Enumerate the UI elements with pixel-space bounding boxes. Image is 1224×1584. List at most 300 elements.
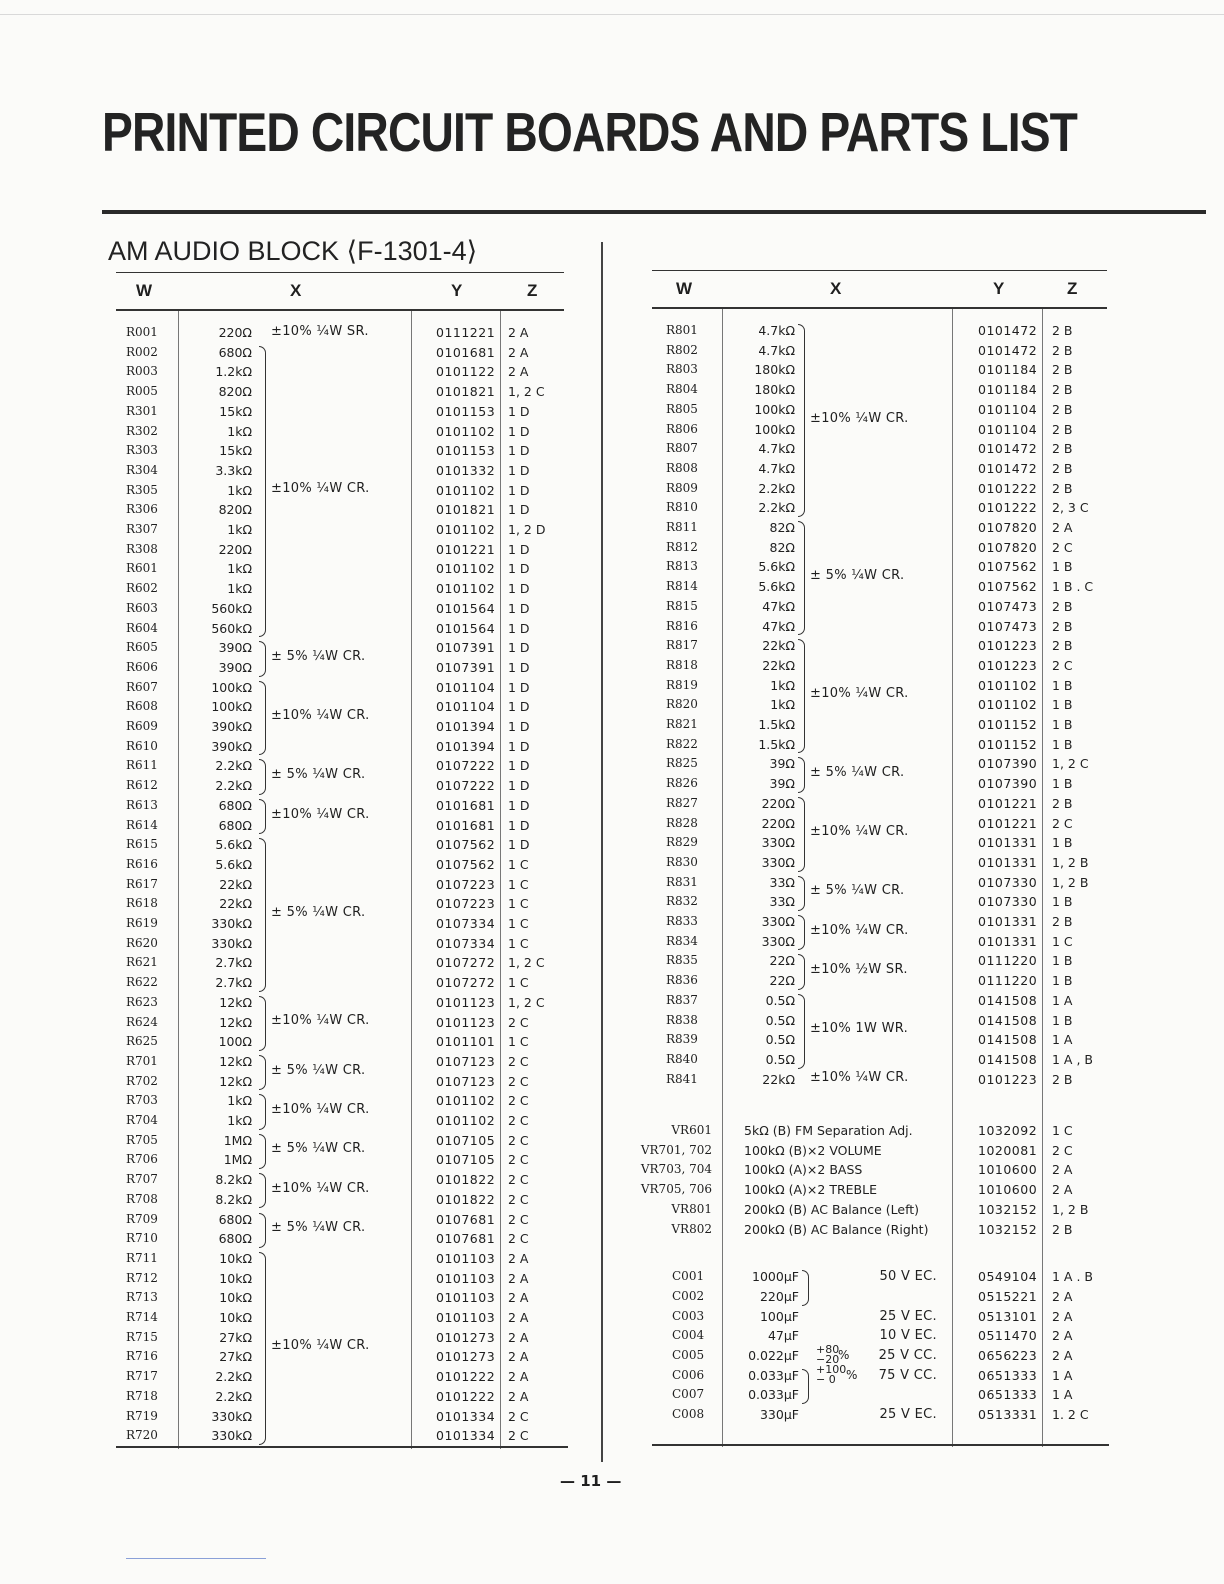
cell-z: 1 D: [508, 462, 530, 478]
cell-z: 1 C: [508, 1034, 529, 1050]
cell-y: 0107272: [436, 955, 496, 971]
cell-x: 220Ω: [218, 541, 252, 557]
cell-z: 1 D: [508, 699, 530, 715]
cell-z: 1 B: [1052, 559, 1073, 575]
cell-w: R825: [666, 756, 698, 771]
cell-w: R839: [666, 1032, 698, 1047]
cell-x: 22Ω: [769, 973, 795, 989]
cell-y: 0101472: [978, 460, 1038, 476]
cell-w: R615: [126, 837, 158, 852]
cell-x: 8.2kΩ: [215, 1191, 252, 1207]
cell-x: 39Ω: [769, 776, 795, 792]
cell-z: 1 D: [508, 403, 530, 419]
cell-x: 4.7kΩ: [758, 460, 795, 476]
cell-x: 10kΩ: [219, 1250, 252, 1266]
cell-y: 0141508: [978, 1012, 1038, 1028]
cell-z: 2 C: [508, 1073, 529, 1089]
cell-x: 100kΩ: [211, 679, 252, 695]
table-row: [116, 362, 564, 382]
column-divider: [601, 242, 603, 1462]
cell-w: R612: [126, 778, 158, 793]
table-row: [652, 715, 1107, 735]
table-row: [116, 678, 564, 698]
cell-z: 1 C: [508, 916, 529, 931]
cell-y: 0651333: [978, 1387, 1038, 1403]
group-brace: [259, 641, 266, 676]
tolerance-spec: ±10% ¼W CR.: [271, 1102, 370, 1117]
cell-y: 0101102: [436, 482, 496, 498]
cell-z: 2 A: [1052, 1308, 1073, 1324]
cell-x: 330kΩ: [211, 1408, 252, 1424]
cell-w: R607: [126, 679, 158, 694]
cell-x: 47kΩ: [762, 618, 795, 634]
cell-x: 1kΩ: [227, 561, 252, 577]
cell-w: R617: [126, 876, 158, 891]
cell-w: R837: [666, 992, 698, 1007]
cell-x: 1kΩ: [227, 482, 252, 498]
table-row: [652, 1267, 1107, 1287]
table-row: [116, 619, 564, 639]
cell-z: 2 A: [508, 1290, 529, 1306]
cell-y: 0101681: [436, 797, 496, 813]
cell-z: 2 C: [508, 1408, 529, 1424]
cell-x: 680Ω: [218, 797, 252, 813]
cell-w: R802: [666, 342, 698, 357]
cell-x: 39Ω: [769, 756, 795, 772]
cell-w: R709: [126, 1211, 158, 1226]
cell-z: 1 D: [508, 561, 530, 577]
group-brace: [259, 1252, 266, 1445]
header-x: X: [290, 281, 302, 300]
cell-z: 1 D: [508, 778, 530, 794]
cell-x: 8.2kΩ: [215, 1172, 252, 1188]
tolerance-spec: ±10% 1W WR.: [810, 1021, 909, 1037]
cell-w: R818: [666, 657, 698, 672]
tolerance-upper: +80: [816, 1343, 840, 1356]
cell-w: R001: [126, 325, 158, 339]
table-row: [116, 579, 564, 599]
cell-w: VR802: [671, 1221, 712, 1236]
cell-y: 0101334: [436, 1428, 496, 1444]
cell-y: 0101123: [436, 994, 496, 1010]
cell-w: R703: [126, 1093, 158, 1108]
cell-w: R821: [666, 717, 698, 731]
cell-z: 2 A: [508, 1250, 529, 1266]
cell-x: 820Ω: [218, 384, 252, 400]
cell-x: 330Ω: [761, 933, 795, 949]
cell-y: 0107562: [978, 579, 1038, 595]
cell-z: 1 C: [508, 856, 529, 872]
cell-w: R804: [666, 382, 698, 397]
cell-w: R829: [666, 835, 698, 850]
cell-x: 0.5Ω: [765, 992, 795, 1008]
cell-x: 10kΩ: [219, 1310, 252, 1325]
cell-w: R838: [666, 1012, 698, 1027]
group-brace: [259, 1094, 266, 1129]
cell-x: 2.2kΩ: [758, 480, 795, 496]
group-brace: [802, 1270, 809, 1305]
cell-w: C002: [672, 1288, 705, 1303]
cell-x: 1.5kΩ: [758, 736, 795, 752]
cell-y: 0101472: [978, 323, 1038, 338]
cell-w: R621: [126, 955, 158, 970]
cell-w: R302: [126, 423, 158, 438]
scan-edge-line: [126, 1558, 266, 1559]
cell-x: 22kΩ: [219, 876, 252, 892]
cell-x: 330kΩ: [211, 935, 252, 951]
cell-y: 0101222: [978, 500, 1038, 516]
cell-x: 100kΩ (A)×2 TREBLE: [744, 1182, 877, 1198]
cell-z: 2 B: [1052, 914, 1073, 929]
cell-z: 2 A: [1052, 1328, 1073, 1344]
tolerance-lower: − 0: [816, 1372, 836, 1386]
cell-w: R609: [126, 719, 158, 733]
table-row: [652, 636, 1107, 656]
cell-x: 33Ω: [769, 874, 795, 890]
cell-w: R304: [126, 462, 158, 477]
table-row: [116, 1269, 564, 1289]
cell-x: 0.033μF: [748, 1387, 799, 1403]
table-row: [652, 1405, 1107, 1425]
cell-x: 2.2kΩ: [215, 1388, 252, 1404]
cell-z: 1 D: [508, 837, 530, 853]
cell-x: 1.2kΩ: [215, 364, 252, 380]
header-w: W: [676, 279, 693, 298]
cell-w: C007: [672, 1387, 705, 1402]
cell-y: 0101122: [436, 364, 496, 380]
cell-x: 5.6kΩ: [758, 559, 795, 575]
cell-x: 12kΩ: [219, 1014, 252, 1030]
cell-y: 0107390: [978, 776, 1038, 792]
cell-z: 1 B: [1052, 717, 1073, 732]
tolerance-spec: ± 5% ¼W CR.: [271, 1220, 366, 1236]
group-brace: [802, 1369, 809, 1404]
tolerance-spec: ± 5% ¼W CR.: [271, 1062, 366, 1078]
cell-z: 1 C: [508, 896, 529, 912]
tolerance-spec: ± 5% ¼W CR.: [271, 648, 366, 664]
cell-x: 100kΩ: [754, 401, 795, 417]
cell-z: 1 D: [508, 600, 530, 616]
tolerance-spec: ±10% ¼W CR.: [810, 824, 909, 840]
cell-z: 2 C: [508, 1053, 529, 1069]
cell-x: 390kΩ: [211, 738, 252, 754]
cell-y: 0101103: [436, 1290, 496, 1306]
cell-y: 1010600: [978, 1182, 1038, 1198]
cell-x: 390Ω: [218, 640, 252, 656]
cell-y: 0101101: [436, 1034, 496, 1050]
cell-y: 0107334: [436, 935, 496, 951]
cell-y: 0101273: [436, 1349, 496, 1365]
table-body: [640, 309, 1107, 1447]
cell-z: 1 D: [508, 502, 530, 518]
cell-y: 0101564: [436, 600, 496, 616]
group-brace: [798, 994, 805, 1069]
group-brace: [798, 757, 805, 792]
cell-w: R616: [126, 856, 158, 871]
cell-y: 0107473: [978, 598, 1038, 614]
cell-w: R603: [126, 600, 158, 615]
table-row: [652, 1385, 1107, 1405]
cell-w: R613: [126, 797, 158, 812]
cell-y: 0101331: [978, 854, 1038, 870]
cell-z: 2 B: [1052, 323, 1073, 338]
table-header: [652, 270, 1107, 309]
group-brace: [798, 324, 805, 517]
cell-z: 1 A , B: [1052, 1051, 1093, 1067]
cell-x: 680Ω: [218, 1211, 252, 1227]
cell-y: 0101184: [978, 382, 1038, 398]
cell-y: 1032092: [978, 1123, 1038, 1138]
cell-w: R702: [126, 1073, 158, 1088]
cell-z: 2 B: [1052, 598, 1073, 614]
group-brace: [259, 681, 266, 756]
cell-w: VR601: [671, 1123, 712, 1137]
cell-z: 1, 2 B: [1052, 854, 1089, 870]
cell-y: 0513101: [978, 1308, 1038, 1324]
table-row: [116, 500, 564, 520]
cell-z: 1 C: [508, 975, 529, 991]
cell-x: 220Ω: [218, 325, 252, 340]
cell-z: 2 C: [508, 1093, 529, 1109]
cell-z: 1 D: [508, 679, 530, 695]
cell-z: 2 A: [1052, 520, 1073, 535]
table-row: [652, 617, 1107, 637]
table-row: [652, 1050, 1107, 1070]
table-row: [116, 540, 564, 560]
cell-z: 1 D: [508, 640, 530, 656]
cell-z: 2 A: [1052, 1162, 1073, 1178]
cell-z: 1 A . B: [1052, 1269, 1093, 1285]
cell-w: R625: [126, 1034, 158, 1049]
cell-y: 0141508: [978, 992, 1038, 1008]
table-end-rule: [116, 1446, 568, 1448]
table-row: [116, 934, 564, 954]
table-row: [116, 993, 564, 1013]
group-brace: [798, 797, 805, 872]
cell-z: 2 C: [508, 1152, 529, 1168]
cell-z: 2 C: [1052, 657, 1073, 673]
cell-w: R830: [666, 854, 698, 869]
header-y: Y: [451, 281, 463, 300]
table-row: [652, 853, 1107, 873]
cell-w: R719: [126, 1408, 158, 1423]
cell-x: 390Ω: [218, 659, 252, 675]
cell-x: 100kΩ (B)×2 VOLUME: [744, 1142, 882, 1158]
cell-x: 47kΩ: [762, 598, 795, 614]
cell-y: 0101184: [978, 362, 1038, 378]
cell-x: 1.5kΩ: [758, 717, 795, 732]
tolerance-spec: ±10% ¼W CR.: [810, 686, 909, 702]
cell-y: 0107334: [436, 916, 496, 931]
cell-spec: 50 V EC.: [879, 1269, 937, 1285]
cell-z: 2 C: [1052, 1142, 1073, 1158]
table-row: [116, 441, 564, 461]
cell-w: R602: [126, 581, 158, 596]
cell-y: 0656223: [978, 1348, 1038, 1363]
cell-y: 0101102: [436, 1113, 496, 1128]
cell-z: 2 C: [1052, 539, 1073, 555]
cell-z: 1, 2 C: [508, 955, 545, 971]
cell-x: 1kΩ: [770, 677, 795, 693]
cell-w: R716: [126, 1349, 158, 1364]
cell-w: R701: [126, 1053, 158, 1068]
cell-y: 0513331: [978, 1407, 1038, 1423]
cell-z: 1, 2 C: [508, 994, 545, 1010]
table-row: [116, 1288, 564, 1308]
cell-y: 0101102: [978, 677, 1038, 693]
table-row: [652, 597, 1107, 617]
table-row: [652, 1362, 1107, 1386]
group-brace: [259, 759, 266, 794]
cell-x: 0.033μF: [748, 1367, 799, 1383]
cell-z: 2 B: [1052, 342, 1073, 358]
cell-w: R807: [666, 441, 698, 456]
group-brace: [259, 996, 266, 1051]
cell-y: 0101152: [978, 717, 1038, 732]
cell-z: 2 A: [1052, 1288, 1073, 1304]
cell-w: R713: [126, 1290, 158, 1305]
table-row: [116, 1032, 564, 1052]
cell-x: 10kΩ: [219, 1290, 252, 1306]
cell-w: R307: [126, 522, 158, 536]
cell-y: 0101104: [978, 401, 1038, 417]
cell-w: R828: [666, 815, 698, 830]
cell-spec: 75 V CC.: [878, 1367, 937, 1383]
cell-y: 0107123: [436, 1073, 496, 1089]
cell-w: R618: [126, 896, 158, 911]
cell-x: 100kΩ: [211, 699, 252, 715]
cell-x: 330kΩ: [211, 916, 252, 931]
cell-y: 0107105: [436, 1132, 496, 1148]
table-row: [652, 1220, 1107, 1240]
cell-w: R712: [126, 1270, 158, 1285]
tolerance-spec: ±10% ¼W CR.: [271, 1013, 370, 1029]
cell-w: R816: [666, 618, 698, 633]
cell-w: R841: [666, 1071, 698, 1086]
tolerance-spec: ±10% ¼W CR.: [271, 708, 370, 723]
cell-w: R817: [666, 638, 698, 653]
group-brace: [259, 1134, 266, 1169]
cell-z: 1, 2 D: [508, 522, 546, 537]
cell-z: 2 C: [1052, 815, 1073, 831]
cell-y: 1032152: [978, 1201, 1038, 1217]
table-row: [116, 1387, 564, 1407]
cell-y: 0101221: [436, 541, 496, 557]
parts-table-left: [116, 272, 564, 1449]
cell-w: R611: [126, 758, 158, 773]
cell-x: 200kΩ (B) AC Balance (Right): [744, 1221, 929, 1237]
cell-x: 1000μF: [752, 1269, 799, 1285]
section-title: AM AUDIO BLOCK ⟨F-1301-4⟩: [108, 236, 478, 266]
cell-w: R827: [666, 795, 698, 810]
cell-w: R710: [126, 1231, 158, 1246]
cell-x: 390kΩ: [211, 719, 252, 734]
tolerance-spec: ± 5% ¼W CR.: [271, 905, 366, 920]
cell-y: 1032152: [978, 1221, 1038, 1237]
cell-x: 560kΩ: [211, 620, 252, 636]
cell-y: 0107473: [978, 618, 1038, 634]
cell-w: VR701, 702: [640, 1142, 712, 1157]
tolerance-spec: ±10% ¼W CR.: [271, 806, 370, 822]
cell-w: R831: [666, 874, 698, 889]
table-row: [116, 520, 564, 540]
cell-y: 0107330: [978, 874, 1038, 890]
table-row: [116, 461, 564, 481]
cell-z: 2 A: [1052, 1348, 1073, 1363]
cell-w: R610: [126, 738, 158, 753]
cell-w: R801: [666, 323, 698, 337]
cell-x: 180kΩ: [754, 362, 795, 378]
cell-z: 2 A: [508, 1369, 529, 1385]
cell-w: C004: [672, 1328, 705, 1343]
cell-z: 1 D: [508, 443, 530, 459]
cell-y: 0111221: [436, 325, 496, 340]
table-row: [652, 1343, 1107, 1366]
cell-y: 0141508: [978, 1051, 1038, 1067]
cell-x: 5.6kΩ: [215, 856, 252, 872]
tolerance-unit: %: [838, 1348, 850, 1362]
cell-w: R808: [666, 460, 698, 475]
cell-z: 2 B: [1052, 460, 1073, 476]
cell-y: 0101681: [436, 344, 496, 360]
cell-w: R715: [126, 1329, 158, 1344]
table-row: [116, 599, 564, 619]
cell-z: 1 B: [1052, 677, 1073, 693]
cell-y: 0107222: [436, 778, 496, 794]
cell-w: R614: [126, 817, 158, 832]
cell-x: 12kΩ: [219, 1073, 252, 1089]
cell-z: 2 B: [1052, 1071, 1073, 1087]
cell-z: 1, 2 C: [1052, 756, 1089, 772]
cell-x: 5.6kΩ: [758, 579, 795, 595]
cell-x: 2.2kΩ: [758, 500, 795, 516]
tolerance-spec: ±10% ¼W CR.: [271, 481, 370, 497]
table-row: [652, 1287, 1107, 1307]
cell-z: 2 A: [508, 1310, 529, 1325]
cell-x: 330Ω: [761, 914, 795, 929]
cell-spec: 25 V EC.: [879, 1407, 937, 1423]
cell-y: 0101104: [436, 699, 496, 715]
cell-y: 0101822: [436, 1191, 496, 1207]
cell-w: R812: [666, 539, 698, 554]
cell-x: 680Ω: [218, 817, 252, 833]
cell-z: 1 C: [1052, 1123, 1073, 1138]
cell-y: 0101223: [978, 638, 1038, 654]
table-row: [640, 1141, 1107, 1161]
cell-z: 1 D: [508, 581, 530, 597]
cell-y: 0101472: [978, 441, 1038, 457]
cell-z: 1, 2 C: [508, 384, 545, 400]
cell-w: R717: [126, 1369, 158, 1384]
cell-x: 1kΩ: [227, 1113, 252, 1128]
cell-z: 2 A: [1052, 1182, 1073, 1198]
cell-y: 0101331: [978, 914, 1038, 929]
cell-w: R704: [126, 1113, 158, 1127]
tolerance-spec: ±10% ¼W CR.: [810, 922, 909, 938]
cell-z: 1 B: [1052, 736, 1073, 752]
cell-z: 2 C: [508, 1113, 529, 1128]
table-row: [652, 341, 1107, 361]
cell-w: R834: [666, 933, 698, 948]
cell-y: 0101223: [978, 1071, 1038, 1087]
cell-z: 1 B: [1052, 894, 1073, 910]
cell-y: 0101221: [978, 795, 1038, 811]
cell-w: C008: [672, 1407, 705, 1422]
cell-x: 100kΩ (A)×2 BASS: [744, 1162, 863, 1178]
cell-y: 0101153: [436, 403, 496, 419]
cell-x: 22kΩ: [762, 638, 795, 654]
cell-y: 0101152: [978, 736, 1038, 752]
